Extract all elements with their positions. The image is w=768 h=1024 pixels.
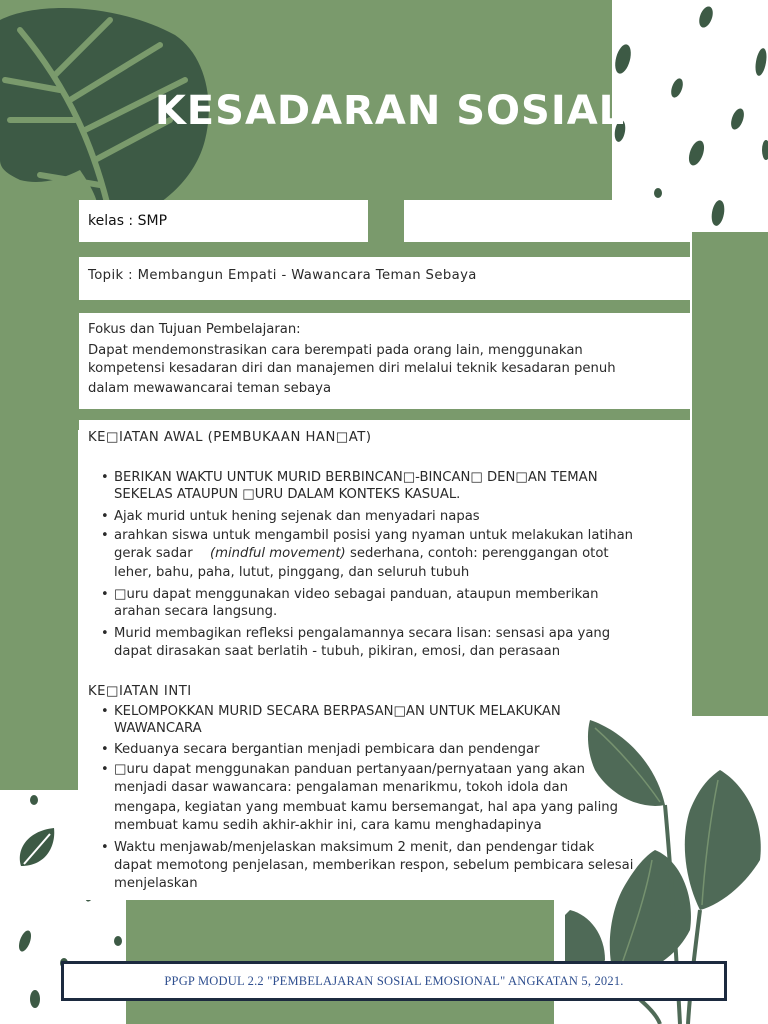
decor-dot (669, 77, 685, 99)
bullet-icon: • (101, 587, 109, 602)
kegiatan-awal-heading: KE□IATAN AWAL (PEMBUKAAN HAN□AT) (88, 430, 372, 445)
awal-line: arahan secara langsung. (114, 604, 278, 619)
awal-line: arahkan siswa untuk mengambil posisi yang nyaman untuk melakukan latihan (114, 528, 634, 543)
inti-line: dapat memotong penjelasan, memberikan respon, sebelum pembicara selesai (114, 858, 634, 873)
awal-line: Murid membagikan refleksi pengalamannya secara lisan: sensasi apa yang (114, 626, 611, 641)
page-title: KESADARAN SOSIAL (154, 88, 626, 134)
kegiatan-inti-heading: KE□IATAN INTI (88, 684, 192, 699)
decor-dot (754, 47, 768, 76)
decor-dot (612, 43, 633, 76)
bullet-icon: • (101, 704, 109, 719)
bullet-icon: • (101, 626, 109, 641)
awal-line: Ajak murid untuk hening sejenak dan menyadari napas (114, 509, 480, 524)
kelas-label: kelas : SMP (88, 213, 168, 229)
awal-line: gerak sadar (114, 546, 193, 561)
bullet-icon: • (101, 840, 109, 855)
bullet-icon: • (101, 509, 109, 524)
blank-box (404, 200, 692, 242)
decor-dot (697, 5, 716, 30)
decor-dot (654, 188, 662, 198)
bullet-icon: • (101, 762, 109, 777)
decor-dot (729, 107, 747, 131)
awal-line: SEKELAS ATAUPUN □URU DALAM KONTEKS KASUAL. (114, 487, 461, 502)
inti-line: KELOMPOKKAN MURID SECARA BERPASAN□AN UNTUK MELAKUKAN (114, 704, 561, 719)
inti-line: WAWANCARA (114, 721, 202, 736)
decor-dot (17, 929, 34, 953)
inti-line: menjadi dasar wawancara: pengalaman menarikmu, tokoh idola dan (114, 780, 568, 795)
fokus-line: Dapat mendemonstrasikan cara berempati pada orang lain, menggunakan (88, 343, 583, 358)
inti-line: □uru dapat menggunakan panduan pertanyaan/pernyataan yang akan (114, 762, 585, 777)
awal-line: sederhana, contoh: perenggangan otot (350, 546, 609, 561)
green-panel-left (0, 200, 78, 790)
decor-dot (30, 990, 40, 1008)
decor-dot (710, 199, 726, 227)
inti-line: membuat kamu sedih akhir-akhir ini, cara kamu menghadapinya (114, 818, 542, 833)
fokus-line: kompetensi kesadaran diri dan manajemen diri melalui teknik kesadaran penuh (88, 361, 616, 376)
decor-dot (30, 795, 38, 805)
awal-line: BERIKAN WAKTU UNTUK MURID BERBINCAN□-BINCAN□ DEN□AN TEMAN (114, 470, 598, 485)
decor-dot (762, 140, 768, 160)
green-panel-right (692, 232, 768, 716)
decor-dot (686, 139, 707, 168)
footer-text: PPGP MODUL 2.2 "PEMBELAJARAN SOSIAL EMOSIONAL" ANGKATAN 5, 2021. (164, 973, 624, 988)
topik-label: Topik : Membangun Empati - Wawancara Teman Sebaya (88, 268, 477, 283)
inti-line: Waktu menjawab/menjelaskan maksimum 2 menit, dan pendengar tidak (114, 840, 595, 855)
awal-line-italic: (mindful movement) (210, 546, 346, 561)
awal-line: leher, bahu, paha, lutut, pinggang, dan seluruh tubuh (114, 565, 470, 580)
awal-line: dapat dirasakan saat berlatih - tubuh, pikiran, emosi, dan perasaan (114, 644, 561, 659)
decor-dot (114, 936, 122, 946)
fokus-line: dalam mewawancarai teman sebaya (88, 381, 332, 396)
bullet-icon: • (101, 528, 109, 543)
footer-box (61, 961, 727, 1001)
bullet-icon: • (101, 742, 109, 757)
fokus-heading: Fokus dan Tujuan Pembelajaran: (88, 322, 301, 337)
inti-line: Keduanya secara bergantian menjadi pembicara dan pendengar (114, 742, 540, 757)
awal-line: □uru dapat menggunakan video sebagai panduan, ataupun memberikan (114, 587, 599, 602)
inti-line: mengapa, kegiatan yang membuat kamu bersemangat, hal apa yang paling (114, 800, 618, 815)
bullet-icon: • (101, 470, 109, 485)
inti-line: menjelaskan (114, 876, 198, 891)
small-leaf-icon (16, 826, 58, 872)
